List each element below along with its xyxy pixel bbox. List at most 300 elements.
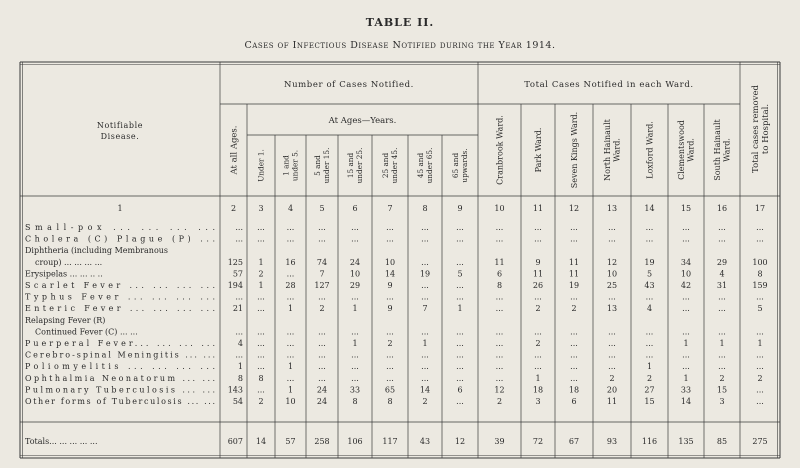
- cell-value: ...: [495, 292, 504, 302]
- cell-value: ...: [286, 327, 295, 337]
- cell-value: ...: [756, 292, 764, 302]
- cell-value: 54: [232, 397, 243, 406]
- row-label: Relapsing Fever (R): [25, 315, 106, 325]
- cell-value: 2: [319, 304, 325, 314]
- cell-value: ...: [608, 234, 616, 244]
- cell-value: ...: [351, 234, 359, 244]
- cell-value: 2: [496, 397, 503, 406]
- total-value: 117: [382, 437, 398, 446]
- column-number: 4: [287, 204, 294, 213]
- column-number: 11: [532, 204, 544, 213]
- cell-value: 10: [349, 269, 361, 279]
- cell-value: 1: [457, 304, 463, 314]
- cell-value: ...: [421, 373, 429, 383]
- cell-value: 1: [719, 339, 725, 348]
- row-label: Scarlet Fever ... ... ... ...: [25, 281, 215, 290]
- cell-value: 29: [716, 257, 728, 267]
- cell-value: 12: [606, 257, 618, 267]
- cell-value: ...: [456, 397, 464, 406]
- cell-value: ...: [257, 223, 265, 232]
- cell-value: 33: [349, 385, 361, 395]
- cell-value: ...: [495, 339, 504, 348]
- cell-value: 25: [606, 281, 618, 290]
- total-value: 258: [314, 437, 330, 446]
- cell-value: ...: [235, 327, 243, 337]
- cell-value: 11: [568, 257, 580, 267]
- cell-value: ...: [570, 339, 578, 348]
- header-disease-2: Disease.: [100, 132, 140, 141]
- cell-value: ...: [570, 362, 578, 372]
- cell-value: ...: [756, 223, 764, 232]
- cell-value: 100: [752, 257, 768, 267]
- cell-value: 7: [422, 304, 428, 314]
- header-label-line: At all Ages.: [229, 125, 240, 175]
- cell-value: 2: [422, 397, 428, 406]
- header-label-line: to Hospital.: [761, 103, 772, 155]
- cell-value: 159: [752, 281, 768, 290]
- header-ward-col: [570, 112, 579, 188]
- group-header-wards: Total Cases Notified in each Ward.: [524, 80, 694, 90]
- cell-value: ...: [421, 223, 429, 232]
- cell-value: 6: [457, 385, 463, 395]
- cell-value: ...: [756, 362, 764, 372]
- header-label-line: Total cases removed: [750, 85, 761, 173]
- cell-value: 19: [644, 257, 655, 267]
- cell-value: 7: [319, 269, 325, 279]
- cell-value: ...: [257, 385, 265, 395]
- total-value: 39: [494, 437, 505, 446]
- cell-value: ...: [718, 223, 726, 232]
- column-number: 9: [457, 204, 463, 213]
- cell-value: 2: [757, 373, 763, 383]
- header-ward-col: [603, 118, 622, 180]
- column-number: 8: [422, 204, 428, 213]
- cell-value: ...: [318, 234, 326, 244]
- cell-value: ...: [570, 292, 578, 302]
- row-label: Pulmonary Tuberculosis ... ...: [25, 385, 215, 395]
- cell-value: ...: [386, 327, 394, 337]
- cell-value: ...: [718, 327, 726, 337]
- row-label: Ophthalmia Neonatorum ... ...: [25, 373, 215, 383]
- total-value: 12: [454, 437, 466, 446]
- cell-value: ...: [570, 373, 578, 383]
- cell-value: 18: [532, 385, 544, 395]
- cell-value: ...: [421, 327, 429, 337]
- cell-value: 1: [535, 373, 541, 383]
- cell-value: ...: [645, 223, 654, 232]
- header-label-line: Ward.: [686, 138, 696, 162]
- cell-value: 28: [285, 281, 296, 290]
- cell-value: 11: [494, 257, 505, 267]
- header-label-line: Seven Kings Ward.: [569, 111, 579, 189]
- cell-value: 2: [609, 373, 615, 383]
- cell-value: ...: [257, 234, 265, 244]
- header-age-col: [257, 149, 266, 182]
- header-ward-col: [495, 115, 504, 185]
- cell-value: 24: [349, 257, 361, 267]
- row-label: Other forms of Tuberculosis ... ...: [25, 397, 215, 406]
- header-label-line: 65 and: [451, 152, 461, 179]
- row-label: croup) ... ... ... ...: [35, 257, 103, 267]
- header-age-col: [381, 148, 399, 184]
- cell-value: ...: [682, 327, 690, 337]
- header-label-line: upwards.: [459, 148, 469, 183]
- cell-value: ...: [456, 257, 464, 267]
- cell-value: ...: [351, 327, 359, 337]
- cell-value: ...: [718, 292, 726, 302]
- cell-value: ...: [456, 362, 464, 372]
- cell-value: ...: [286, 350, 295, 360]
- cell-value: 1: [422, 339, 428, 348]
- cell-value: ...: [756, 385, 764, 395]
- cell-value: 1: [258, 257, 264, 267]
- row-label: Enteric Fever ... ... ... ...: [25, 304, 215, 314]
- header-label-line: 15 and: [346, 152, 356, 179]
- cell-value: ...: [421, 234, 429, 244]
- cell-value: ...: [682, 234, 690, 244]
- cell-value: 14: [680, 397, 692, 406]
- cell-value: 6: [571, 397, 577, 406]
- cell-value: 15: [644, 397, 655, 406]
- cell-value: 14: [384, 269, 396, 279]
- cell-value: 42: [680, 281, 692, 290]
- cell-value: 1: [287, 362, 294, 372]
- cell-value: ...: [318, 373, 326, 383]
- cell-value: 57: [232, 269, 243, 279]
- cell-value: ...: [351, 362, 359, 372]
- table-subtitle: Cases of Infectious Disease Notified during the Year 1914.: [244, 40, 556, 51]
- cell-value: 11: [568, 269, 580, 279]
- column-number: 13: [606, 204, 618, 213]
- cell-value: 11: [606, 397, 618, 406]
- header-label-line: 5 and: [313, 155, 323, 176]
- total-value: 14: [255, 437, 267, 446]
- cell-value: 20: [606, 385, 618, 395]
- total-value: 106: [347, 437, 363, 446]
- column-number: 7: [387, 204, 393, 213]
- cell-value: ...: [645, 292, 654, 302]
- column-number: 12: [568, 204, 580, 213]
- cell-value: 34: [680, 257, 692, 267]
- header-label-line: under 45.: [389, 147, 399, 184]
- cell-value: ...: [286, 339, 295, 348]
- cell-value: 1: [646, 362, 653, 372]
- total-value: 116: [641, 437, 658, 446]
- cell-value: ...: [257, 327, 265, 337]
- cell-value: ...: [386, 292, 394, 302]
- cell-value: ...: [318, 350, 326, 360]
- cell-value: ...: [608, 292, 616, 302]
- header-ward-col: [645, 121, 654, 179]
- row-label: Small-pox ... ... ... ...: [25, 223, 215, 232]
- cell-value: 2: [258, 269, 264, 279]
- cell-value: 127: [314, 281, 330, 290]
- cell-value: ...: [534, 350, 542, 360]
- cell-value: ...: [257, 304, 265, 314]
- header-ward-col: [677, 120, 696, 180]
- total-value: 85: [716, 437, 728, 446]
- table-title: TABLE II.: [365, 16, 435, 29]
- cell-value: 24: [316, 397, 328, 406]
- row-label: Typhus Fever ... ... ... ...: [25, 292, 215, 302]
- cell-value: ...: [456, 223, 464, 232]
- cell-value: 2: [387, 339, 393, 348]
- cell-value: 1: [352, 339, 358, 348]
- cell-value: 2: [535, 339, 541, 348]
- header-label-line: Clementswood: [677, 120, 686, 180]
- cell-value: 2: [719, 373, 725, 383]
- cell-value: ...: [534, 362, 542, 372]
- total-value: 72: [532, 437, 544, 446]
- header-label-line: under 65.: [424, 147, 434, 184]
- cell-value: ...: [608, 223, 616, 232]
- cell-value: ...: [421, 257, 429, 267]
- row-label: Continued Fever (C) ... ...: [35, 327, 138, 337]
- cell-value: 3: [719, 397, 725, 406]
- cell-value: 21: [232, 304, 243, 314]
- cell-value: ...: [318, 339, 326, 348]
- cell-value: ...: [718, 350, 726, 360]
- header-label-line: Park Ward.: [533, 127, 543, 173]
- cell-value: 19: [568, 281, 580, 290]
- row-label: Cholera (C) Plague (P) ...: [25, 234, 215, 244]
- cell-value: ...: [534, 327, 542, 337]
- cell-value: ...: [386, 223, 394, 232]
- row-label: Erysipelas ... ... .. ..: [25, 269, 103, 279]
- header-label-line: Under 1.: [256, 149, 266, 182]
- cell-value: ...: [456, 327, 464, 337]
- cell-value: ...: [718, 234, 726, 244]
- cell-value: 1: [287, 304, 294, 314]
- cell-value: 8: [237, 373, 243, 383]
- cell-value: 10: [384, 257, 396, 267]
- cell-value: 8: [387, 397, 393, 406]
- cell-value: 8: [258, 373, 264, 383]
- column-number: 17: [754, 204, 766, 213]
- cell-value: ...: [570, 223, 578, 232]
- cell-value: ...: [608, 362, 616, 372]
- cell-value: ...: [756, 327, 764, 337]
- cell-value: 8: [496, 281, 503, 290]
- cell-value: 5: [757, 304, 763, 314]
- cell-value: ...: [318, 292, 326, 302]
- cell-value: ...: [495, 373, 504, 383]
- cell-value: 1: [352, 304, 358, 314]
- total-value: 275: [752, 437, 768, 446]
- header-label-line: Ward.: [612, 138, 622, 162]
- cell-value: ...: [456, 339, 464, 348]
- cell-value: 5: [457, 269, 463, 279]
- cell-value: 27: [644, 385, 655, 395]
- cell-value: ...: [570, 327, 578, 337]
- header-label-line: Loxford Ward.: [645, 121, 655, 179]
- cell-value: ...: [235, 223, 243, 232]
- header-label-line: under 5.: [290, 149, 300, 182]
- cell-value: 1: [683, 339, 689, 348]
- cell-value: ...: [682, 223, 690, 232]
- cell-value: ...: [495, 223, 504, 232]
- cell-value: 15: [716, 385, 728, 395]
- cell-value: ...: [235, 292, 243, 302]
- cell-value: ...: [495, 362, 504, 372]
- cell-value: ...: [756, 397, 764, 406]
- cell-value: 29: [349, 281, 361, 290]
- cell-value: 43: [644, 281, 655, 290]
- cell-value: 14: [419, 385, 431, 395]
- column-number: 6: [352, 204, 358, 213]
- cell-value: ...: [318, 362, 326, 372]
- cell-value: 31: [716, 281, 728, 290]
- cell-value: ...: [235, 350, 243, 360]
- cell-value: 19: [419, 269, 431, 279]
- cell-value: 26: [532, 281, 544, 290]
- cell-value: 9: [535, 257, 541, 267]
- cell-value: 10: [680, 269, 692, 279]
- header-label-line: under 15.: [321, 147, 331, 184]
- cell-value: ...: [682, 362, 690, 372]
- cell-value: 1: [258, 281, 264, 290]
- cell-value: 65: [384, 385, 396, 395]
- cell-value: 8: [757, 269, 763, 279]
- column-number: 14: [644, 204, 655, 213]
- cell-value: ...: [682, 292, 690, 302]
- row-label: Puerperal Fever... ... ... ...: [25, 339, 215, 348]
- cell-value: ...: [718, 362, 726, 372]
- cell-value: ...: [645, 234, 654, 244]
- header-label-line: under 25.: [354, 147, 364, 184]
- header-label-line: 25 and: [381, 152, 391, 179]
- cell-value: ...: [495, 327, 504, 337]
- cell-value: ...: [386, 234, 394, 244]
- cell-value: ...: [421, 350, 429, 360]
- header-label-line: North Hainault: [603, 119, 612, 181]
- header-disease-1: Notifiable: [96, 121, 144, 130]
- cell-value: 5: [646, 269, 653, 279]
- cell-value: ...: [456, 292, 464, 302]
- row-label: Poliomyelitis ... ... ... ...: [25, 362, 215, 372]
- cell-value: ...: [570, 234, 578, 244]
- total-value: 607: [227, 437, 243, 446]
- cell-value: ...: [456, 234, 464, 244]
- cell-value: ...: [495, 234, 504, 244]
- cell-value: 4: [237, 339, 243, 348]
- cell-value: ...: [286, 292, 295, 302]
- cell-value: 2: [646, 373, 653, 383]
- cell-value: ...: [351, 373, 359, 383]
- cell-value: ...: [318, 327, 326, 337]
- cell-value: ...: [318, 223, 326, 232]
- cell-value: 4: [646, 304, 653, 314]
- cell-value: 8: [352, 397, 358, 406]
- cell-value: 1: [237, 362, 243, 372]
- cell-value: ...: [351, 223, 359, 232]
- cell-value: 13: [606, 304, 618, 314]
- header-age-col: [282, 150, 300, 181]
- cell-value: ...: [756, 234, 764, 244]
- cell-value: 194: [227, 281, 243, 290]
- cell-value: ...: [257, 292, 265, 302]
- cell-value: ...: [286, 234, 295, 244]
- cell-value: ...: [608, 327, 616, 337]
- cell-value: ...: [351, 292, 359, 302]
- header-age-col: [451, 148, 469, 182]
- header-hospital: [751, 85, 771, 173]
- cell-value: ...: [257, 362, 265, 372]
- cell-value: ...: [257, 339, 265, 348]
- cell-value: ...: [421, 292, 429, 302]
- cell-value: 10: [606, 269, 618, 279]
- cell-value: ...: [286, 373, 295, 383]
- cell-value: ...: [682, 304, 690, 314]
- cell-value: ...: [456, 350, 464, 360]
- cell-value: 11: [532, 269, 544, 279]
- cell-value: ...: [682, 350, 690, 360]
- cell-value: 9: [387, 304, 393, 314]
- cell-value: 2: [535, 304, 541, 314]
- cell-value: 1: [683, 373, 689, 383]
- cell-value: ...: [645, 350, 654, 360]
- header-at-ages: At Ages—Years.: [328, 116, 397, 126]
- cell-value: 18: [568, 385, 580, 395]
- cell-value: ...: [456, 281, 464, 290]
- cell-value: ...: [386, 373, 394, 383]
- header-ward-col: [534, 128, 543, 173]
- cell-value: 1: [757, 339, 763, 348]
- cell-value: ...: [608, 339, 616, 348]
- cell-value: 16: [285, 257, 296, 267]
- cell-value: ...: [645, 339, 654, 348]
- cell-value: ...: [257, 350, 265, 360]
- header-label-line: 45 and: [416, 152, 426, 179]
- total-value: 93: [606, 437, 618, 446]
- cell-value: 4: [719, 269, 725, 279]
- cell-value: 125: [227, 257, 243, 267]
- total-value: 67: [568, 437, 580, 446]
- header-label-line: South Hainault: [713, 119, 722, 181]
- cell-value: ...: [286, 269, 295, 279]
- totals-label: Totals... ... ... ... ...: [25, 437, 98, 446]
- column-number: 3: [258, 204, 264, 213]
- cell-value: 24: [316, 385, 328, 395]
- total-value: 43: [419, 437, 431, 446]
- cell-value: ...: [386, 350, 394, 360]
- header-age-col: [313, 148, 331, 184]
- header-label-line: Ward.: [722, 138, 732, 162]
- column-number: 15: [680, 204, 692, 213]
- cell-value: 2: [571, 304, 577, 314]
- cell-value: ...: [534, 234, 542, 244]
- cell-value: 33: [680, 385, 692, 395]
- cell-value: 9: [387, 281, 393, 290]
- header-age-col: [416, 148, 434, 184]
- cell-value: ...: [286, 223, 295, 232]
- total-value: 135: [678, 437, 694, 446]
- header-ward-col: [713, 118, 732, 180]
- cell-value: ...: [495, 304, 504, 314]
- header-all-ages: [229, 126, 239, 176]
- header-label-line: 1 and: [281, 155, 291, 176]
- cell-value: 143: [227, 385, 243, 395]
- cell-value: 10: [285, 397, 296, 406]
- cell-value: ...: [456, 373, 464, 383]
- cell-value: 6: [496, 269, 503, 279]
- header-label-line: Cranbrook Ward.: [495, 115, 505, 185]
- cell-value: ...: [718, 304, 726, 314]
- row-label: Diphtheria (including Membranous: [25, 246, 169, 256]
- cell-value: ...: [570, 350, 578, 360]
- column-number: 1: [117, 204, 123, 213]
- cell-value: 1: [287, 385, 294, 395]
